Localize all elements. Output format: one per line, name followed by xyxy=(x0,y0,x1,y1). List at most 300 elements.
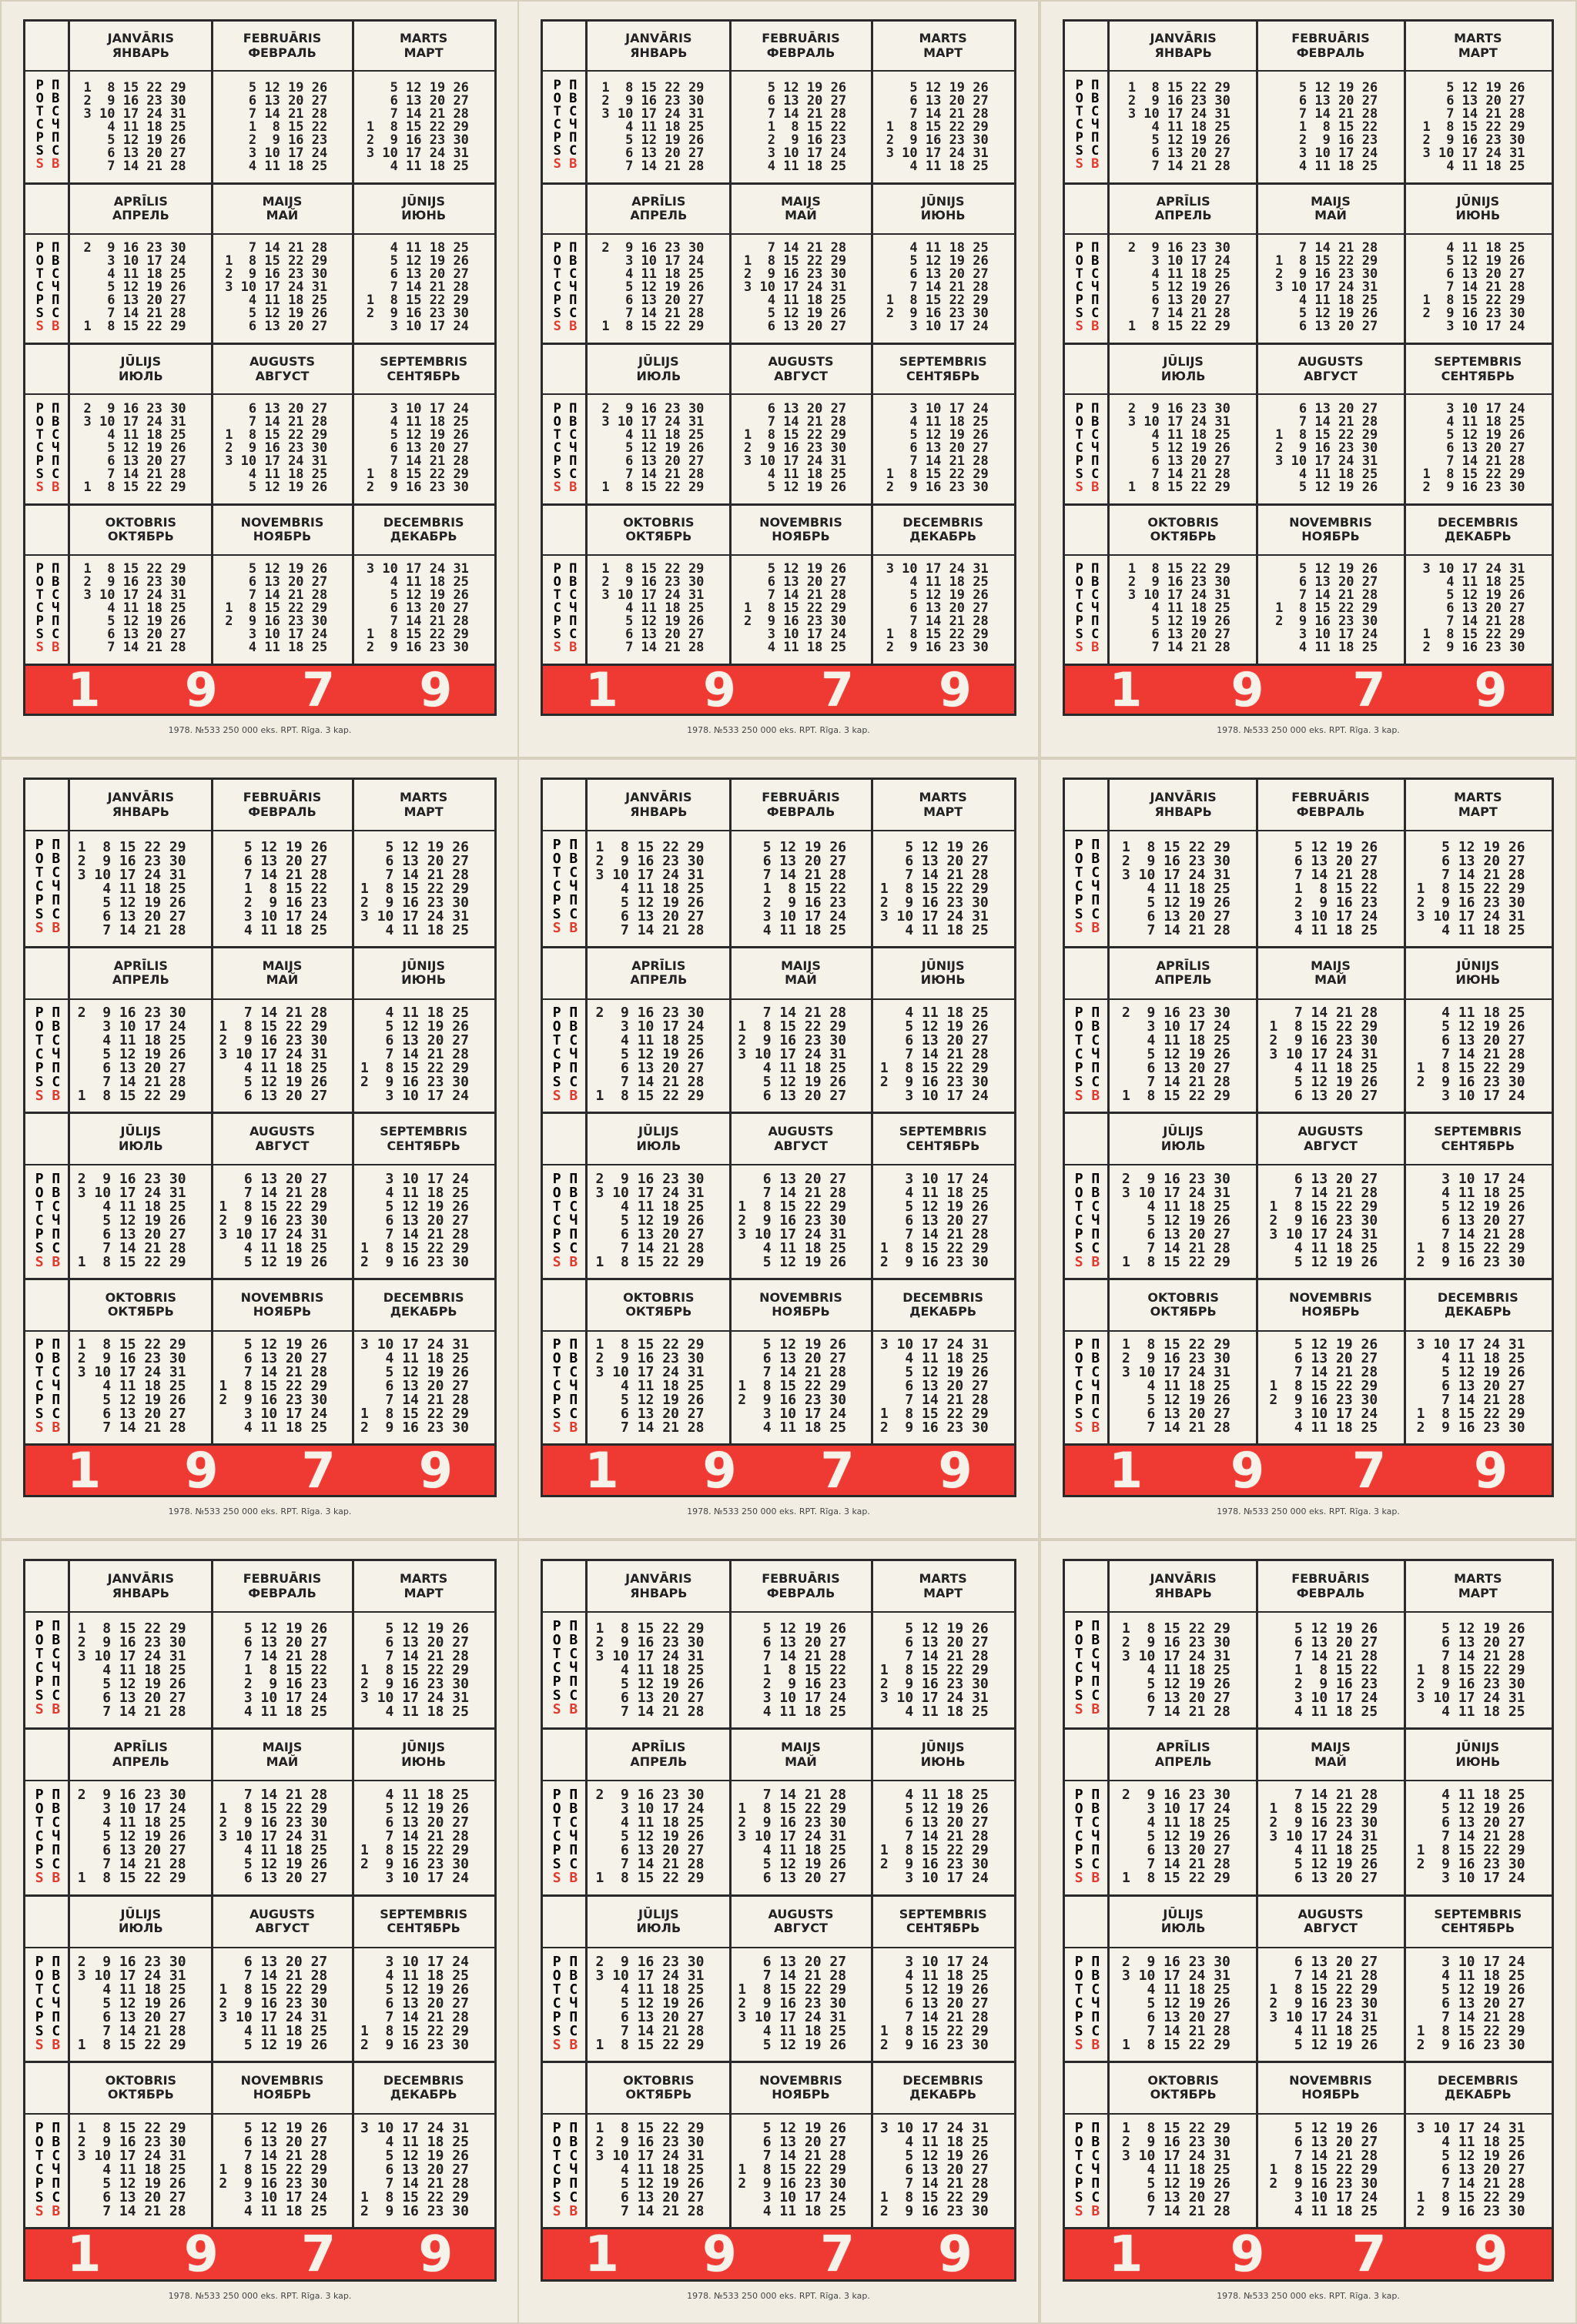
week-row: 3 10 17 24 xyxy=(1151,253,1230,269)
month-days-block xyxy=(70,563,186,654)
month-header xyxy=(1110,506,1257,554)
month-name-ru: ИЮНЬ xyxy=(920,972,966,987)
weekday-labels xyxy=(1065,400,1110,495)
week-row: 1 8 15 22 29 xyxy=(879,1060,989,1077)
week-row: 5 12 19 26 xyxy=(762,1253,847,1270)
month-header xyxy=(1110,22,1257,70)
weekday-ru: П xyxy=(1091,2175,1100,2192)
month-days-block xyxy=(1405,1172,1525,1269)
month-name-lv: MARTS xyxy=(919,790,967,805)
weekday-lv: S xyxy=(1075,319,1083,335)
week-row: 6 13 20 27 xyxy=(905,2161,989,2178)
weekday-label xyxy=(25,1703,70,1717)
week-row: 6 13 20 27 xyxy=(1294,852,1378,869)
week-row: 2 9 16 23 30 xyxy=(1122,1953,1230,1970)
month-name-ru: ЯНВАРЬ xyxy=(1154,1585,1212,1600)
week-row: 4 11 18 25 xyxy=(621,1662,705,1679)
month-days xyxy=(70,393,212,503)
week-row: 7 14 21 28 xyxy=(909,105,989,122)
week-row: 4 11 18 25 xyxy=(1147,2161,1230,2178)
weekday-lv: C xyxy=(553,600,561,617)
calendar-table xyxy=(541,19,1016,716)
year-digit: 9 xyxy=(1230,1442,1264,1499)
weekday-ru: B xyxy=(52,1701,61,1718)
weekday-ru: С xyxy=(569,2189,578,2205)
weekday-lv: T xyxy=(553,103,561,119)
month-header xyxy=(1405,1561,1552,1611)
week-row: 4 11 18 25 xyxy=(1441,1704,1525,1720)
weekday-lv: T xyxy=(552,1646,561,1663)
month-days xyxy=(70,1613,212,1727)
week-row: 2 9 16 23 30 xyxy=(595,1350,705,1367)
week-row: 4 11 18 25 xyxy=(905,2133,989,2150)
month-header xyxy=(1110,1730,1257,1780)
weekday-lv: P xyxy=(552,1618,561,1635)
month-name-lv: DECEMBRIS xyxy=(902,514,984,530)
weekday-lv: T xyxy=(35,1646,44,1663)
week-row: 5 12 19 26 xyxy=(248,306,328,322)
week-row: 1 8 15 22 29 xyxy=(879,2022,989,2039)
weekday-label xyxy=(543,2038,588,2052)
weekday-lv: C xyxy=(35,1046,44,1063)
month-name-ru: МАРТ xyxy=(1458,45,1498,60)
weekday-ru: В xyxy=(569,850,578,867)
weekday-ru: С xyxy=(1091,1198,1100,1215)
weekday-lv: T xyxy=(552,1364,561,1381)
week-row: 7 14 21 28 xyxy=(621,1239,705,1256)
weekday-lv: S xyxy=(1074,1701,1083,1718)
week-row: 4 11 18 25 xyxy=(1294,1060,1378,1077)
week-row: 6 13 20 27 xyxy=(385,1995,469,2011)
weekday-ru: С xyxy=(52,1814,61,1831)
week-row: 3 10 17 24 xyxy=(1446,400,1525,416)
week-row: 5 12 19 26 xyxy=(621,2175,705,2192)
month-days xyxy=(588,393,730,503)
weekday-ru: С xyxy=(1091,142,1100,159)
month-name-lv: AUGUSTS xyxy=(249,354,315,369)
weekday-lv: O xyxy=(1075,253,1083,269)
weekday-lv: P xyxy=(35,453,44,469)
weekday-labels xyxy=(25,242,70,333)
quarter-row xyxy=(543,1278,1014,1444)
month-name-lv: JŪNIJS xyxy=(1456,193,1500,209)
week-row: 6 13 20 27 xyxy=(1441,1814,1525,1831)
weekday-lv: C xyxy=(35,440,44,456)
month-name-ru: ОКТЯБРЬ xyxy=(625,529,692,543)
month-name-ru: ФЕВРАЛЬ xyxy=(248,1585,316,1600)
month-name-ru: ОКТЯБРЬ xyxy=(107,2087,174,2102)
weekday-label xyxy=(1065,1997,1110,2011)
weekday-lv: P xyxy=(1074,2175,1083,2192)
week-row: 1 8 15 22 29 xyxy=(1127,561,1230,577)
weekday-labels xyxy=(1065,838,1110,935)
week-row: 1 8 15 22 29 xyxy=(601,79,705,95)
weekday-lv: P xyxy=(553,293,561,309)
week-row: 1 8 15 22 29 xyxy=(744,253,847,269)
week-row: 6 13 20 27 xyxy=(621,2189,705,2205)
weekday-lv: O xyxy=(1075,90,1083,106)
month-days-block xyxy=(1257,1338,1378,1435)
week-row: 5 12 19 26 xyxy=(102,1392,186,1409)
year-digit: 9 xyxy=(419,662,453,717)
week-row: 4 11 18 25 xyxy=(1446,158,1525,174)
week-row: 3 10 17 24 xyxy=(243,908,328,925)
week-row: 2 9 16 23 30 xyxy=(77,852,186,869)
month-days xyxy=(588,1780,730,1894)
week-row: 5 12 19 26 xyxy=(107,614,186,630)
month-name-lv: MAIJS xyxy=(1311,193,1351,209)
week-row: 6 13 20 27 xyxy=(909,92,989,109)
week-row: 1 8 15 22 29 xyxy=(360,2022,469,2039)
weekday-labels xyxy=(543,1788,588,1885)
month-name-lv: DECEMBRIS xyxy=(1437,514,1518,530)
week-row: 1 8 15 22 29 xyxy=(886,293,989,309)
weekday-lv: O xyxy=(1074,1018,1083,1035)
week-row: 1 8 15 22 29 xyxy=(219,1981,328,1998)
weekday-ru: В xyxy=(569,1184,578,1201)
week-row: 1 8 15 22 29 xyxy=(1122,2119,1230,2136)
week-row: 3 10 17 24 xyxy=(1298,145,1378,161)
week-row: 5 12 19 26 xyxy=(762,1620,847,1637)
quarter-row xyxy=(543,1561,1014,1727)
weekday-lv: T xyxy=(1074,2147,1083,2164)
quarter-row xyxy=(25,1727,494,1894)
year-digit: 7 xyxy=(301,2225,336,2283)
week-row: 6 13 20 27 xyxy=(1298,319,1378,335)
week-row: 1 8 15 22 29 xyxy=(360,1406,469,1423)
weekday-ru: П xyxy=(1091,1618,1100,1635)
month-days xyxy=(730,1164,872,1278)
week-row: 6 13 20 27 xyxy=(1147,908,1230,925)
month-name-ru: НОЯБРЬ xyxy=(772,2087,830,2102)
weekday-ru: П xyxy=(569,453,578,469)
month-name-lv: NOVEMBRIS xyxy=(759,2072,842,2088)
month-header xyxy=(70,345,212,393)
weekday-lv: P xyxy=(553,77,561,93)
month-name-lv: APRĪLIS xyxy=(1156,193,1210,209)
week-row: 2 9 16 23 30 xyxy=(1275,614,1378,630)
week-row: 3 10 17 24 31 xyxy=(879,2119,989,2136)
weekday-ru: С xyxy=(1091,1364,1100,1381)
month-name-ru: ИЮЛЬ xyxy=(636,1921,681,1935)
month-days-block xyxy=(730,838,847,938)
month-days xyxy=(70,1780,212,1894)
week-row: 4 11 18 25 xyxy=(1441,1005,1525,1022)
month-days-block xyxy=(1110,563,1230,654)
weekday-lv: P xyxy=(1074,1170,1083,1187)
month-days xyxy=(872,233,1014,343)
month-name-ru: ОКТЯБРЬ xyxy=(1150,1304,1217,1319)
week-row: 2 9 16 23 30 xyxy=(1122,2133,1230,2150)
month-name-ru: МАЙ xyxy=(785,972,817,987)
weekday-ru: С xyxy=(52,1406,61,1423)
week-row: 7 14 21 28 xyxy=(625,640,705,656)
weekday-ru: П xyxy=(52,1953,61,1970)
week-row: 5 12 19 26 xyxy=(1298,79,1378,95)
weekday-ru: В xyxy=(569,1018,578,1035)
week-row: 5 12 19 26 xyxy=(1147,894,1230,911)
week-row: 1 8 15 22 29 xyxy=(1275,253,1378,269)
weekday-lv: O xyxy=(35,413,44,430)
month-days xyxy=(353,393,494,503)
weekday-ru: П xyxy=(569,1005,578,1022)
week-row: 7 14 21 28 xyxy=(621,1074,705,1091)
month-name-lv: JŪNIJS xyxy=(921,1740,965,1755)
month-days xyxy=(730,72,872,182)
weekday-lv: O xyxy=(552,1018,561,1035)
month-days-block xyxy=(353,1622,469,1719)
week-row: 1 8 15 22 29 xyxy=(595,1870,705,1887)
weekday-lv: S xyxy=(35,1419,44,1436)
month-days-block xyxy=(872,1338,988,1435)
month-name-lv: APRĪLIS xyxy=(1156,1740,1210,1755)
week-row: 2 9 16 23 30 xyxy=(219,2175,328,2192)
week-row: 6 13 20 27 xyxy=(767,319,847,335)
month-days-block xyxy=(588,1172,704,1269)
week-row: 7 14 21 28 xyxy=(1147,1419,1230,1436)
weekday-label xyxy=(1065,1955,1110,1969)
week-row: 7 14 21 28 xyxy=(767,240,847,256)
week-row: 4 11 18 25 xyxy=(1151,426,1230,443)
weekday-lv: S xyxy=(1075,306,1083,322)
month-header xyxy=(1257,1561,1404,1611)
weekday-ru: В xyxy=(1091,1632,1100,1649)
week-row: 3 10 17 24 31 xyxy=(1416,908,1525,925)
week-row: 2 9 16 23 30 xyxy=(595,1634,705,1651)
month-header xyxy=(730,1280,872,1330)
week-row: 7 14 21 28 xyxy=(625,306,705,322)
month-name-ru: ИЮЛЬ xyxy=(119,368,163,383)
week-row: 1 8 15 22 29 xyxy=(77,2119,186,2136)
month-header xyxy=(872,1730,1014,1780)
week-row: 4 11 18 25 xyxy=(102,1981,186,1998)
week-row: 1 8 15 22 29 xyxy=(83,561,186,577)
week-row: 1 8 15 22 29 xyxy=(886,119,989,135)
week-row: 6 13 20 27 xyxy=(385,2161,469,2178)
weekday-lv: O xyxy=(1075,413,1083,430)
weekday-ru: П xyxy=(569,400,578,416)
weekday-lv: P xyxy=(1074,1392,1083,1409)
month-days-block xyxy=(1405,1622,1525,1719)
weekday-lv: C xyxy=(1074,2161,1083,2178)
weekday-label xyxy=(543,1089,588,1103)
week-row: 5 12 19 26 xyxy=(243,1620,328,1637)
weekday-lv: P xyxy=(1075,614,1083,630)
week-row: 2 9 16 23 30 xyxy=(1269,1814,1378,1831)
weekday-lv: S xyxy=(35,1406,44,1423)
week-row: 2 9 16 23 30 xyxy=(219,1392,328,1409)
weekday-lv: S xyxy=(35,1253,44,1270)
week-row: 1 8 15 22 29 xyxy=(1416,1842,1525,1859)
weekday-label xyxy=(25,481,70,494)
week-row: 4 11 18 25 xyxy=(102,880,186,897)
weekday-lv: C xyxy=(553,116,561,132)
weekday-ru: В xyxy=(52,1350,61,1367)
weekday-labels xyxy=(543,79,588,171)
week-row: 4 11 18 25 xyxy=(762,1842,847,1859)
weekday-lv: P xyxy=(35,1842,44,1859)
month-header xyxy=(212,22,353,70)
weekday-lv: P xyxy=(1074,1060,1083,1077)
week-row: 2 9 16 23 30 xyxy=(83,240,186,256)
week-row: 3 10 17 24 31 xyxy=(886,561,989,577)
month-name-lv: JŪLIJS xyxy=(638,354,679,369)
month-name-lv: JŪNIJS xyxy=(1456,1740,1500,1755)
weekday-ru: С xyxy=(52,864,61,881)
year-digit: 9 xyxy=(1473,2225,1508,2283)
weekday-ru: С xyxy=(1091,1856,1100,1873)
week-row: 6 13 20 27 xyxy=(1147,1060,1230,1077)
month-days xyxy=(1257,998,1404,1112)
month-days xyxy=(212,393,353,503)
year-digit: 9 xyxy=(939,662,972,717)
weekday-ru: С xyxy=(52,1364,61,1381)
year-digit: 9 xyxy=(184,2225,219,2283)
weekday-ru: С xyxy=(569,266,578,283)
month-days-block xyxy=(872,400,989,495)
month-header xyxy=(353,1561,494,1611)
weekday-ru: П xyxy=(1091,77,1100,93)
month-header xyxy=(353,22,494,70)
week-row: 1 8 15 22 29 xyxy=(83,79,186,95)
weekday-lv: S xyxy=(1074,919,1083,936)
weekday-lv: S xyxy=(1074,1074,1083,1091)
weekday-label xyxy=(1065,1969,1110,1983)
week-row: 6 13 20 27 xyxy=(1294,1634,1378,1651)
weekday-ru: П xyxy=(1091,1392,1100,1409)
week-row: 7 14 21 28 xyxy=(1151,158,1230,174)
month-name-ru: МАРТ xyxy=(403,1585,444,1600)
week-row: 2 9 16 23 30 xyxy=(879,1856,989,1873)
week-row: 7 14 21 28 xyxy=(1151,306,1230,322)
weekday-lv: S xyxy=(1074,2189,1083,2205)
weekday-ru: В xyxy=(1091,90,1100,106)
month-name-ru: НОЯБРЬ xyxy=(772,529,830,543)
month-header xyxy=(1257,185,1404,233)
quarter-row xyxy=(25,343,494,503)
week-row: 2 9 16 23 30 xyxy=(595,2133,705,2150)
week-row: 4 11 18 25 xyxy=(1441,921,1525,938)
week-row: 1 8 15 22 29 xyxy=(601,561,705,577)
month-header xyxy=(212,1561,353,1611)
weekday-ru: Ч xyxy=(1091,878,1100,894)
week-row: 5 12 19 26 xyxy=(243,2036,328,2053)
month-name-ru: ОКТЯБРЬ xyxy=(107,529,174,543)
month-days xyxy=(730,554,872,664)
weekday-ru: С xyxy=(569,2022,578,2039)
month-name-ru: ОКТЯБРЬ xyxy=(1150,529,1217,543)
week-row: 1 8 15 22 29 xyxy=(1416,1239,1525,1256)
weekday-ru: С xyxy=(569,1198,578,1215)
weekday-lv: P xyxy=(553,129,561,145)
week-row: 6 13 20 27 xyxy=(385,1212,469,1229)
weekday-lv: T xyxy=(1074,1814,1083,1831)
weekday-ru: С xyxy=(1091,2147,1100,2164)
weekday-labels xyxy=(1065,242,1110,333)
month-days-block xyxy=(70,400,186,495)
weekday-ru: С xyxy=(1091,2189,1100,2205)
month-name-lv: AUGUSTS xyxy=(768,354,834,369)
month-name-ru: ДЕКАБРЬ xyxy=(1444,2087,1512,2102)
week-row: 6 13 20 27 xyxy=(385,1032,469,1049)
week-row: 7 14 21 28 xyxy=(621,1856,705,1873)
week-row: 7 14 21 28 xyxy=(1298,413,1378,430)
weekday-ru: Ч xyxy=(52,1995,61,2011)
week-row: 3 10 17 24 31 xyxy=(360,1336,469,1353)
weekday-lv: P xyxy=(1074,1618,1083,1635)
month-name-ru: МАЙ xyxy=(785,208,817,222)
week-row: 4 11 18 25 xyxy=(1147,1032,1230,1049)
weekday-lv: O xyxy=(35,1018,44,1035)
month-name-lv: MARTS xyxy=(1454,790,1502,805)
weekday-lv: C xyxy=(1074,1046,1083,1063)
month-days xyxy=(212,554,353,664)
weekday-ru: В xyxy=(52,1632,61,1649)
week-row: 6 13 20 27 xyxy=(762,1170,847,1187)
week-row: 4 11 18 25 xyxy=(762,1239,847,1256)
month-name-lv: MAIJS xyxy=(262,193,303,209)
weekday-label xyxy=(543,1969,588,1983)
month-header xyxy=(1257,1730,1404,1780)
week-row: 2 9 16 23 30 xyxy=(219,1814,328,1831)
week-row: 2 9 16 23 30 xyxy=(1122,1634,1230,1651)
year-banner xyxy=(543,2225,1014,2283)
week-row: 4 11 18 25 xyxy=(1151,600,1230,617)
month-name-lv: JANVĀRIS xyxy=(107,790,174,805)
week-row: 4 11 18 25 xyxy=(1147,880,1230,897)
week-row: 6 13 20 27 xyxy=(621,1406,705,1423)
month-days xyxy=(588,1330,730,1444)
weekday-lv: S xyxy=(552,1253,561,1270)
week-row: 1 8 15 22 29 xyxy=(77,838,186,855)
weekday-lv: P xyxy=(552,2008,561,2025)
weekday-ru: П xyxy=(52,293,60,309)
week-row: 4 11 18 25 xyxy=(905,1967,989,1984)
week-row: 6 13 20 27 xyxy=(243,1953,328,1970)
weekday-label xyxy=(25,1253,70,1270)
weekday-ru: Ч xyxy=(52,1660,61,1677)
week-row: 3 10 17 24 31 xyxy=(738,1046,847,1063)
weekday-lv: S xyxy=(35,2189,44,2205)
week-row: 6 13 20 27 xyxy=(390,266,469,283)
week-row: 6 13 20 27 xyxy=(243,1088,328,1105)
month-header xyxy=(588,2063,730,2113)
weekday-lv: S xyxy=(553,627,561,643)
month-days xyxy=(588,998,730,1112)
weekday-lv: S xyxy=(35,1687,44,1704)
weekday-label xyxy=(25,2008,70,2025)
month-name-lv: FEBRUĀRIS xyxy=(243,1571,322,1587)
month-header xyxy=(1405,1280,1552,1330)
weekday-labels xyxy=(25,1788,70,1885)
month-header xyxy=(588,1561,730,1611)
weekday-lv: T xyxy=(553,426,561,443)
week-row: 7 14 21 28 xyxy=(1294,1648,1378,1665)
year-digit: 9 xyxy=(702,1442,737,1499)
month-days xyxy=(1257,832,1404,946)
weekday-ru: B xyxy=(569,1253,578,1270)
week-row: 5 12 19 26 xyxy=(909,79,989,95)
weekday-ru: С xyxy=(569,1856,578,1873)
week-row: 1 8 15 22 29 xyxy=(1416,1406,1525,1423)
week-row: 3 10 17 24 31 xyxy=(83,105,186,122)
week-row: 4 11 18 25 xyxy=(102,1378,186,1395)
weekday-lv: C xyxy=(1074,1995,1083,2011)
month-name-ru: АВГУСТ xyxy=(774,368,828,383)
month-days xyxy=(353,1164,494,1278)
weekday-ru: В xyxy=(569,253,578,269)
week-row: 6 13 20 27 xyxy=(625,293,705,309)
